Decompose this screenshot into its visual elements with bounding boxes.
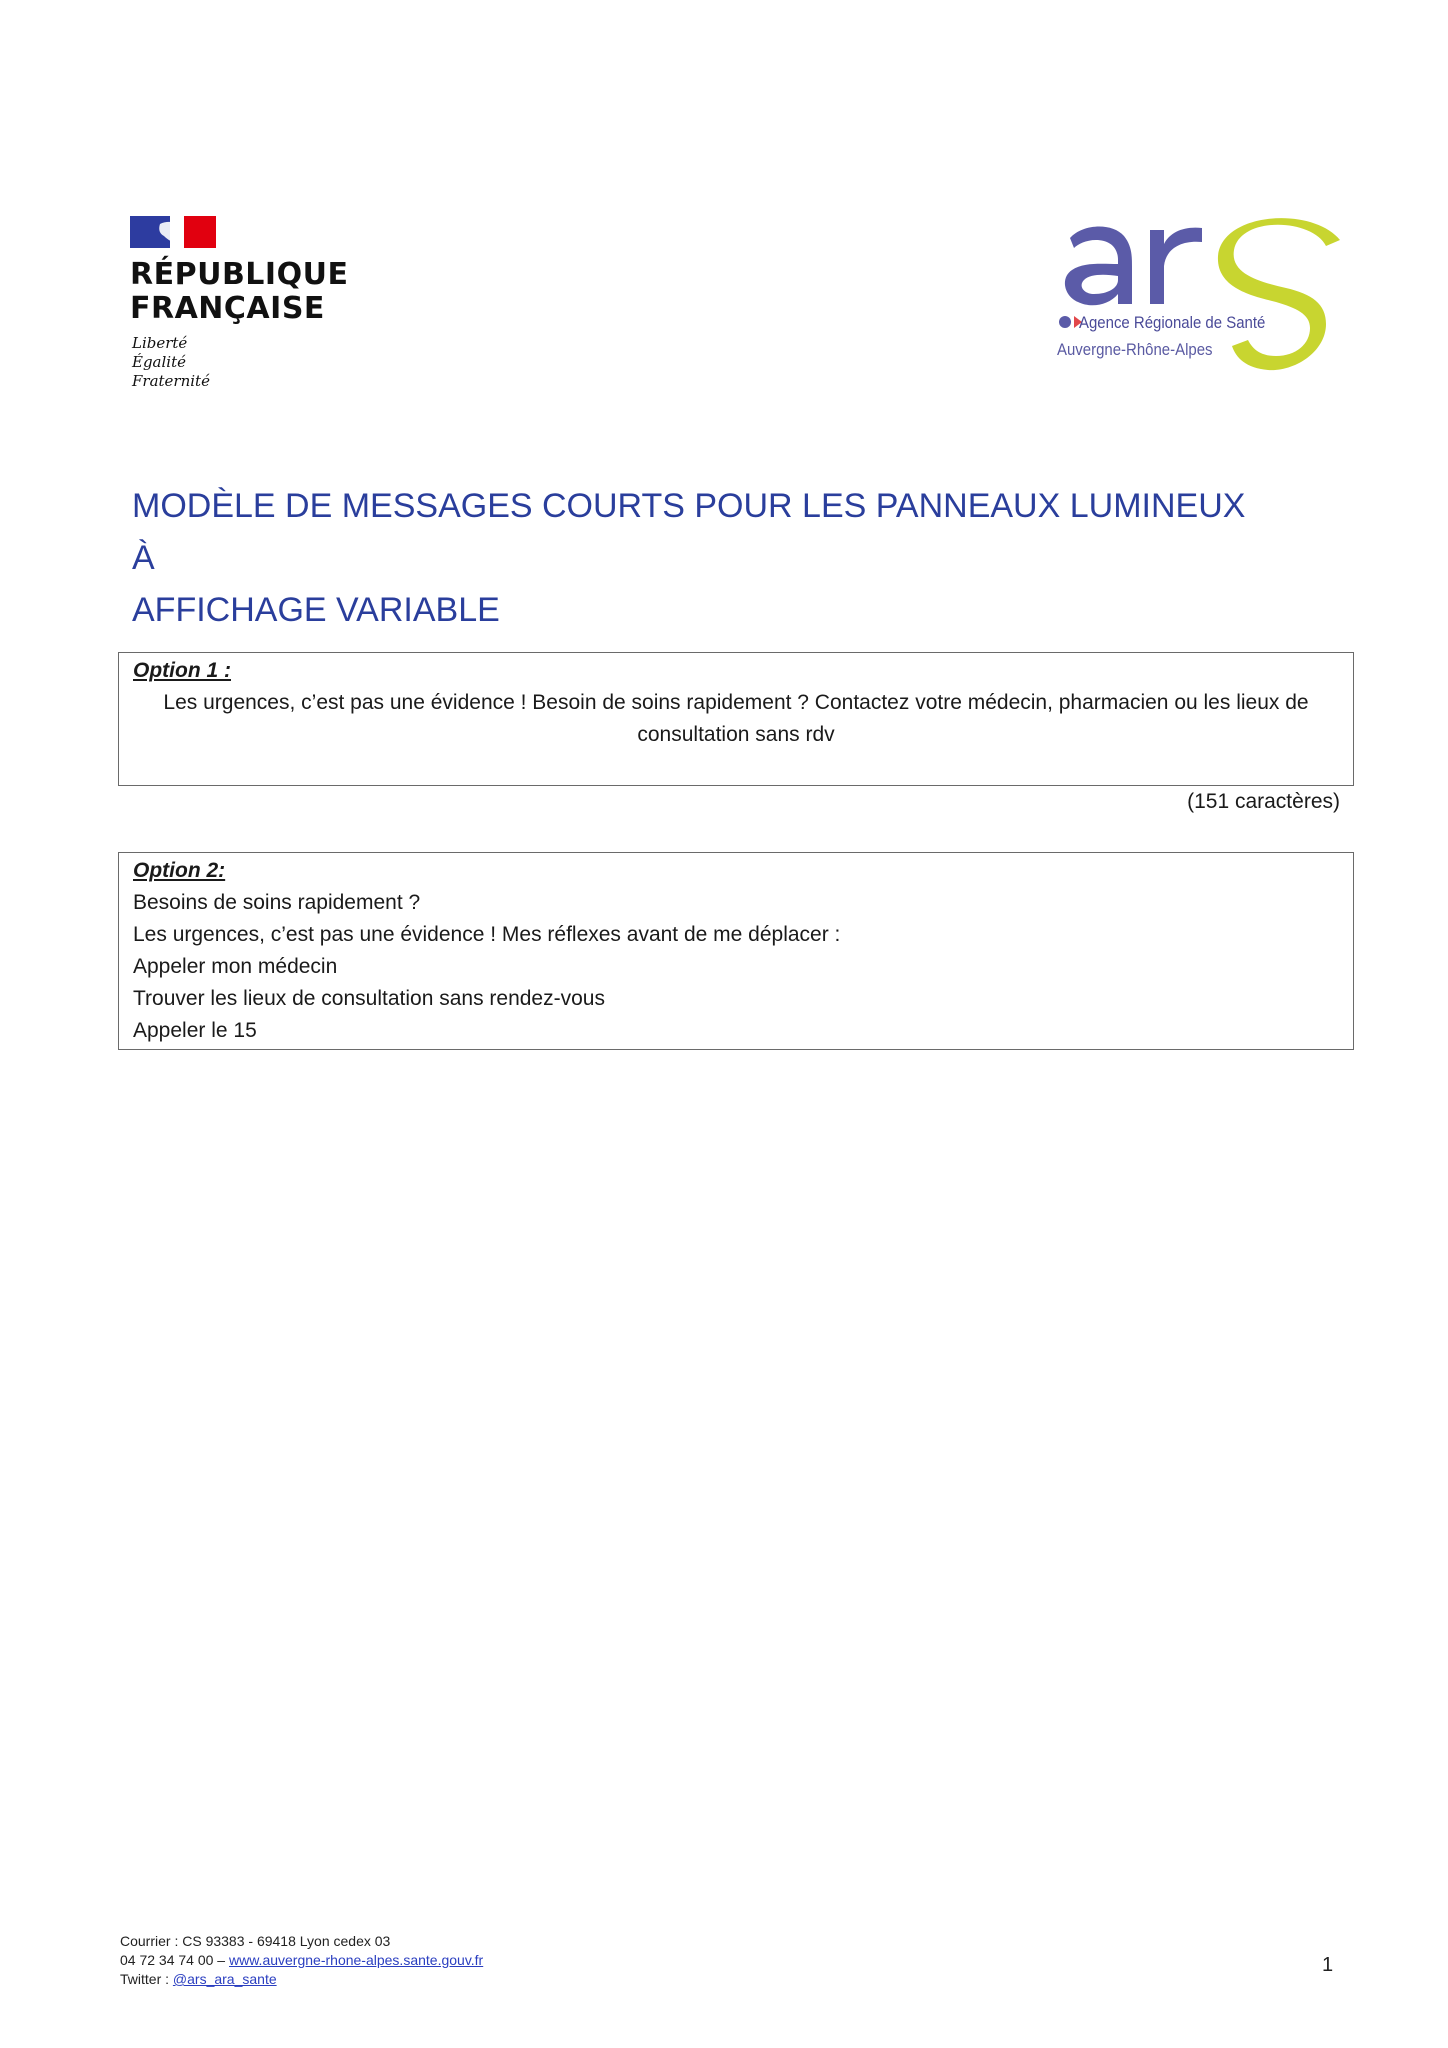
ars-region-name: Auvergne-Rhône-Alpes — [1057, 340, 1213, 359]
option-2-line-2: Les urgences, c’est pas une évidence ! Mes réflexes avant de me déplacer : — [133, 923, 841, 946]
footer-website-link[interactable]: www.auvergne-rhone-alpes.sante.gouv.fr — [229, 1952, 484, 1968]
motto-liberte: Liberté — [132, 334, 188, 352]
republique-line: RÉPUBLIQUE — [130, 257, 349, 292]
option-2-line-4: Trouver les lieux de consultation sans rendez-vous — [133, 987, 605, 1010]
footer-twitter-link[interactable]: @ars_ara_sante — [172, 1971, 277, 1987]
footer-contact — [120, 1932, 820, 1989]
motto-egalite: Égalité — [132, 353, 186, 371]
title-line-1: MODÈLE DE MESSAGES COURTS POUR LES PANNEAUX LUMINEUX À — [132, 487, 1246, 577]
page-number: 1 — [1322, 1954, 1334, 1976]
motto-fraternite: Fraternité — [132, 372, 210, 390]
francaise-line: FRANÇAISE — [130, 291, 325, 326]
republique-francaise-name — [130, 258, 430, 326]
title-line-2: AFFICHAGE VARIABLE — [132, 591, 500, 629]
footer-twitter-line — [120, 1970, 820, 1989]
option-1-message-line-1: Les urgences, c’est pas une évidence ! Besoin de soins rapidement ? Contactez votre médecin, pharmacien ou les lieux de — [163, 691, 1309, 714]
footer-phone: 04 72 34 74 00 – — [120, 1952, 226, 1968]
footer-phone-line — [120, 1951, 820, 1970]
option-2-line-1: Besoins de soins rapidement ? — [133, 891, 421, 914]
option-1-character-count: (151 caractères) — [1187, 790, 1340, 813]
option-2-line-5: Appeler le 15 — [133, 1019, 257, 1042]
ars-logo — [1050, 212, 1350, 390]
option-1-message-line-2: consultation sans rdv — [637, 723, 835, 746]
ars-agency-name: Agence Régionale de Santé — [1079, 313, 1266, 332]
option-2-box — [118, 852, 1354, 1050]
footer-courrier: Courrier : CS 93383 - 69418 Lyon cedex 03 — [120, 1933, 391, 1949]
marianne-flag-logo — [130, 216, 216, 248]
footer-twitter-label: Twitter : — [120, 1971, 170, 1987]
option-1-label: Option 1 : — [133, 659, 231, 682]
option-2-label: Option 2: — [133, 859, 226, 882]
page-title — [132, 480, 1252, 636]
option-1-box — [118, 652, 1354, 786]
option-2-line-3: Appeler mon médecin — [133, 955, 338, 978]
republique-motto — [132, 334, 332, 391]
